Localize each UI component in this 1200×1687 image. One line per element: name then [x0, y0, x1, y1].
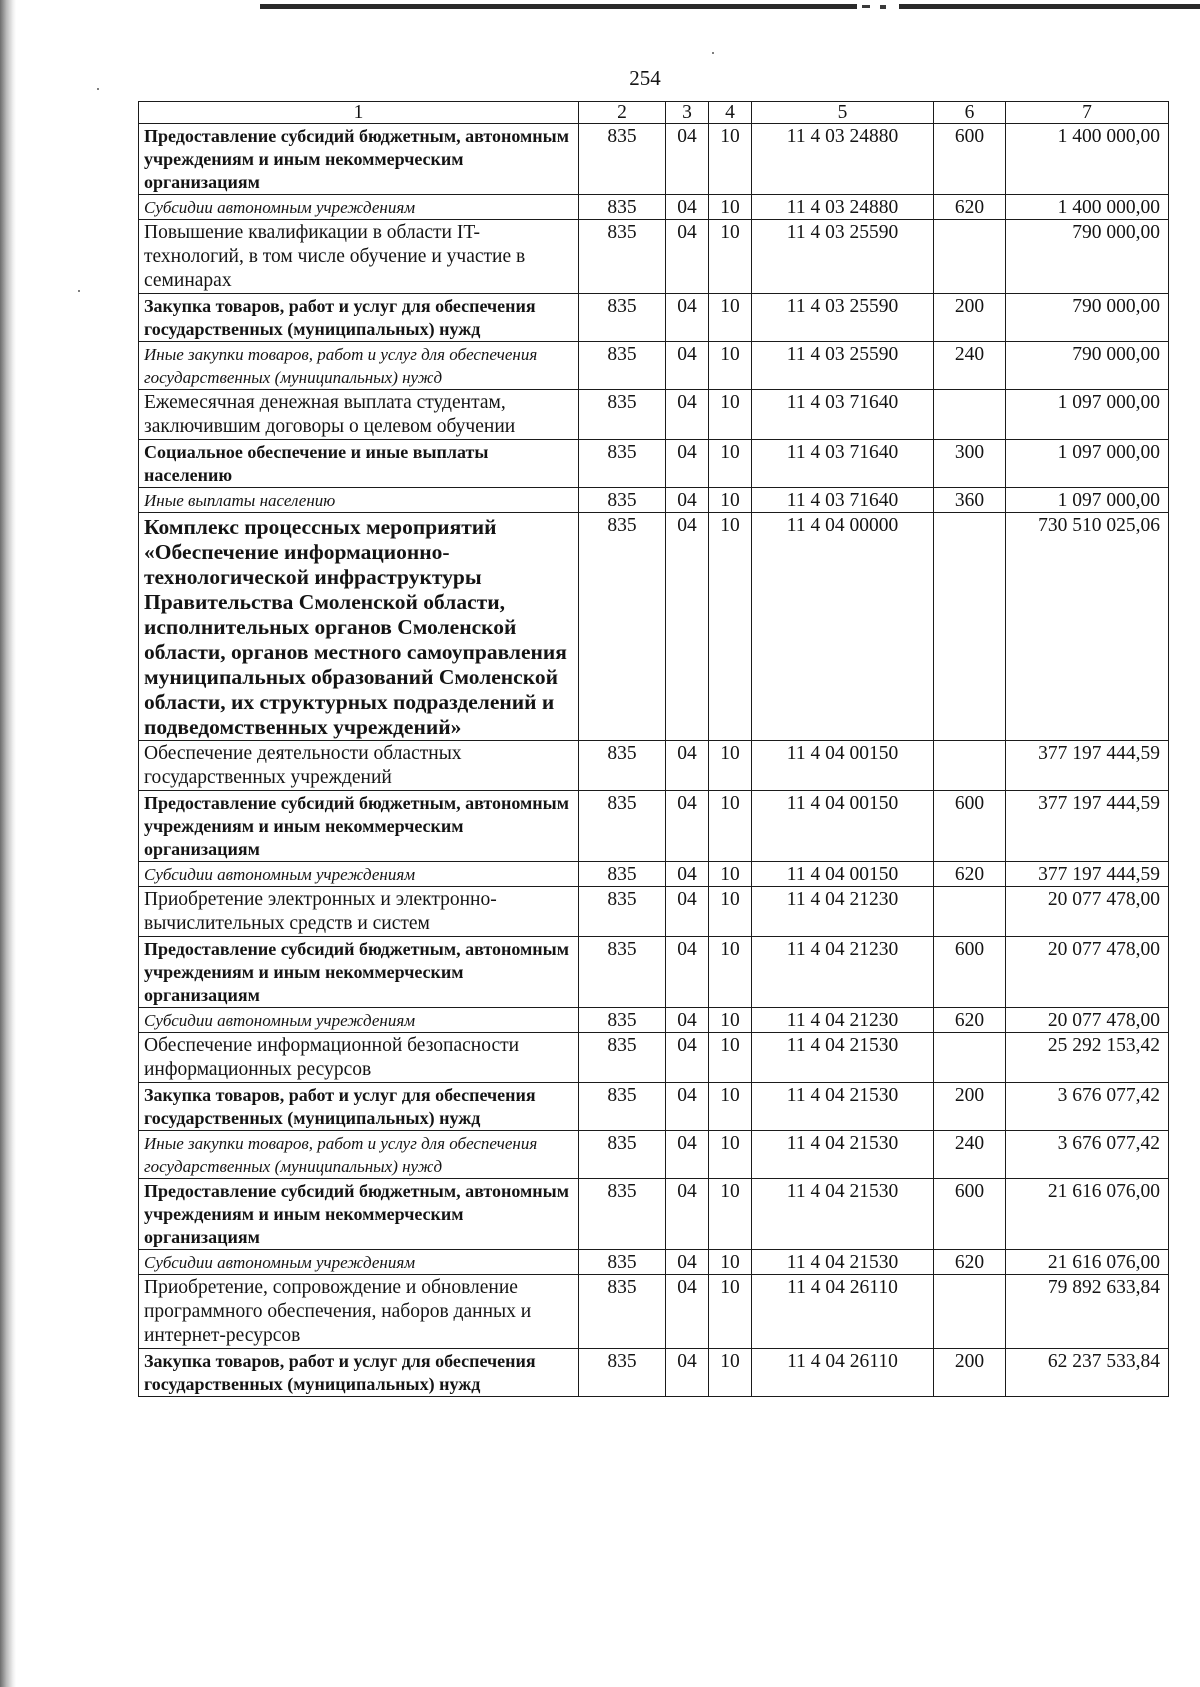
expense-type-cell: 600	[934, 1179, 1006, 1250]
subsection-cell: 10	[709, 342, 752, 390]
item-name-cell: Повышение квалификации в области IT-технологий, в том числе обучение и участие в семинарах	[139, 220, 579, 294]
amount-cell: 21 616 076,00	[1006, 1179, 1169, 1250]
expense-type-cell: 200	[934, 1083, 1006, 1131]
scan-speck	[97, 88, 99, 90]
amount-cell: 1 097 000,00	[1006, 390, 1169, 440]
table-row	[139, 220, 1169, 294]
table-row	[139, 488, 1169, 513]
admin-code-cell: 835	[579, 741, 666, 791]
header-cell: 6	[934, 102, 1006, 124]
section-cell: 04	[666, 294, 709, 342]
target-article-cell: 11 4 04 00150	[752, 791, 934, 862]
amount-cell: 3 676 077,42	[1006, 1083, 1169, 1131]
header-cell: 3	[666, 102, 709, 124]
section-cell: 04	[666, 1250, 709, 1275]
admin-code-cell: 835	[579, 342, 666, 390]
target-article-cell: 11 4 03 71640	[752, 440, 934, 488]
subsection-cell: 10	[709, 791, 752, 862]
scan-speck	[78, 290, 80, 292]
subsection-cell: 10	[709, 294, 752, 342]
section-cell: 04	[666, 390, 709, 440]
target-article-cell: 11 4 03 71640	[752, 390, 934, 440]
table-row	[139, 124, 1169, 195]
amount-cell: 730 510 025,06	[1006, 513, 1169, 741]
target-article-cell: 11 4 03 24880	[752, 124, 934, 195]
admin-code-cell: 835	[579, 1349, 666, 1397]
item-name-cell: Предоставление субсидий бюджетным, автономным учреждениям и иным некоммерческим организациям	[139, 937, 579, 1008]
subsection-cell: 10	[709, 937, 752, 1008]
amount-cell: 62 237 533,84	[1006, 1349, 1169, 1397]
section-cell: 04	[666, 791, 709, 862]
expense-type-cell	[934, 741, 1006, 791]
expense-type-cell	[934, 220, 1006, 294]
section-cell: 04	[666, 1083, 709, 1131]
amount-cell: 377 197 444,59	[1006, 862, 1169, 887]
target-article-cell: 11 4 04 26110	[752, 1275, 934, 1349]
admin-code-cell: 835	[579, 887, 666, 937]
section-cell: 04	[666, 1033, 709, 1083]
expense-type-cell: 620	[934, 1250, 1006, 1275]
admin-code-cell: 835	[579, 1033, 666, 1083]
header-cell: 1	[139, 102, 579, 124]
item-name-cell: Ежемесячная денежная выплата студентам, заключившим договоры о целевом обучении	[139, 390, 579, 440]
admin-code-cell: 835	[579, 1083, 666, 1131]
amount-cell: 1 400 000,00	[1006, 124, 1169, 195]
item-name-cell: Обеспечение деятельности областных государственных учреждений	[139, 741, 579, 791]
section-cell: 04	[666, 1349, 709, 1397]
section-cell: 04	[666, 1131, 709, 1179]
subsection-cell: 10	[709, 390, 752, 440]
target-article-cell: 11 4 03 71640	[752, 488, 934, 513]
target-article-cell: 11 4 04 21230	[752, 937, 934, 1008]
expense-type-cell: 300	[934, 440, 1006, 488]
admin-code-cell: 835	[579, 1131, 666, 1179]
subsection-cell: 10	[709, 1179, 752, 1250]
admin-code-cell: 835	[579, 791, 666, 862]
admin-code-cell: 835	[579, 1275, 666, 1349]
admin-code-cell: 835	[579, 1250, 666, 1275]
table-row	[139, 390, 1169, 440]
item-name-cell: Иные закупки товаров, работ и услуг для обеспечения государственных (муниципальных) нужд	[139, 342, 579, 390]
section-cell: 04	[666, 440, 709, 488]
expense-type-cell: 360	[934, 488, 1006, 513]
admin-code-cell: 835	[579, 937, 666, 1008]
amount-cell: 790 000,00	[1006, 342, 1169, 390]
subsection-cell: 10	[709, 488, 752, 513]
target-article-cell: 11 4 04 26110	[752, 1349, 934, 1397]
section-cell: 04	[666, 1179, 709, 1250]
table-row	[139, 1275, 1169, 1349]
subsection-cell: 10	[709, 862, 752, 887]
expense-type-cell	[934, 887, 1006, 937]
subsection-cell: 10	[709, 1008, 752, 1033]
target-article-cell: 11 4 04 00150	[752, 862, 934, 887]
section-cell: 04	[666, 342, 709, 390]
section-cell: 04	[666, 124, 709, 195]
admin-code-cell: 835	[579, 124, 666, 195]
expense-type-cell: 600	[934, 791, 1006, 862]
subsection-cell: 10	[709, 887, 752, 937]
table-body	[139, 102, 1169, 1397]
header-cell: 2	[579, 102, 666, 124]
admin-code-cell: 835	[579, 513, 666, 741]
table-header-row	[139, 102, 1169, 124]
target-article-cell: 11 4 04 00150	[752, 741, 934, 791]
table-row	[139, 937, 1169, 1008]
subsection-cell: 10	[709, 195, 752, 220]
section-cell: 04	[666, 1275, 709, 1349]
target-article-cell: 11 4 04 21230	[752, 887, 934, 937]
admin-code-cell: 835	[579, 1008, 666, 1033]
item-name-cell: Приобретение, сопровождение и обновление программного обеспечения, наборов данных и интернет-ресурсов	[139, 1275, 579, 1349]
subsection-cell: 10	[709, 741, 752, 791]
expense-type-cell	[934, 1275, 1006, 1349]
scan-edge-left	[0, 0, 16, 1687]
amount-cell: 1 097 000,00	[1006, 440, 1169, 488]
budget-table	[138, 101, 1169, 1397]
target-article-cell: 11 4 04 21530	[752, 1250, 934, 1275]
section-cell: 04	[666, 195, 709, 220]
target-article-cell: 11 4 03 25590	[752, 220, 934, 294]
item-name-cell: Предоставление субсидий бюджетным, автономным учреждениям и иным некоммерческим организациям	[139, 791, 579, 862]
table-row	[139, 1131, 1169, 1179]
scan-mark	[880, 5, 886, 9]
subsection-cell: 10	[709, 1033, 752, 1083]
item-name-cell: Приобретение электронных и электронно-вычислительных средств и систем	[139, 887, 579, 937]
item-name-cell: Субсидии автономным учреждениям	[139, 195, 579, 220]
amount-cell: 790 000,00	[1006, 220, 1169, 294]
table-row	[139, 294, 1169, 342]
item-name-cell: Закупка товаров, работ и услуг для обеспечения государственных (муниципальных) нужд	[139, 1083, 579, 1131]
item-name-cell: Субсидии автономным учреждениям	[139, 1250, 579, 1275]
expense-type-cell	[934, 390, 1006, 440]
scan-mark	[862, 5, 870, 8]
target-article-cell: 11 4 04 00000	[752, 513, 934, 741]
target-article-cell: 11 4 04 21530	[752, 1033, 934, 1083]
target-article-cell: 11 4 03 25590	[752, 294, 934, 342]
table-row	[139, 1008, 1169, 1033]
amount-cell: 79 892 633,84	[1006, 1275, 1169, 1349]
item-name-cell: Субсидии автономным учреждениям	[139, 862, 579, 887]
amount-cell: 1 400 000,00	[1006, 195, 1169, 220]
item-name-cell: Закупка товаров, работ и услуг для обеспечения государственных (муниципальных) нужд	[139, 1349, 579, 1397]
subsection-cell: 10	[709, 220, 752, 294]
section-cell: 04	[666, 513, 709, 741]
table-row	[139, 862, 1169, 887]
admin-code-cell: 835	[579, 440, 666, 488]
amount-cell: 25 292 153,42	[1006, 1033, 1169, 1083]
table-row	[139, 1033, 1169, 1083]
amount-cell: 377 197 444,59	[1006, 741, 1169, 791]
amount-cell: 1 097 000,00	[1006, 488, 1169, 513]
subsection-cell: 10	[709, 124, 752, 195]
section-cell: 04	[666, 220, 709, 294]
amount-cell: 790 000,00	[1006, 294, 1169, 342]
amount-cell: 3 676 077,42	[1006, 1131, 1169, 1179]
subsection-cell: 10	[709, 1250, 752, 1275]
item-name-cell: Иные выплаты населению	[139, 488, 579, 513]
scan-speck	[712, 52, 714, 54]
item-name-cell: Предоставление субсидий бюджетным, автономным учреждениям и иным некоммерческим организациям	[139, 1179, 579, 1250]
admin-code-cell: 835	[579, 390, 666, 440]
admin-code-cell: 835	[579, 862, 666, 887]
header-cell: 5	[752, 102, 934, 124]
target-article-cell: 11 4 04 21230	[752, 1008, 934, 1033]
expense-type-cell: 240	[934, 1131, 1006, 1179]
item-name-cell: Обеспечение информационной безопасности информационных ресурсов	[139, 1033, 579, 1083]
section-cell: 04	[666, 887, 709, 937]
expense-type-cell: 200	[934, 294, 1006, 342]
admin-code-cell: 835	[579, 195, 666, 220]
expense-type-cell: 600	[934, 937, 1006, 1008]
amount-cell: 20 077 478,00	[1006, 937, 1169, 1008]
expense-type-cell	[934, 1033, 1006, 1083]
amount-cell: 377 197 444,59	[1006, 791, 1169, 862]
amount-cell: 20 077 478,00	[1006, 1008, 1169, 1033]
amount-cell: 20 077 478,00	[1006, 887, 1169, 937]
table-row	[139, 440, 1169, 488]
admin-code-cell: 835	[579, 488, 666, 513]
table-row	[139, 1179, 1169, 1250]
expense-type-cell: 620	[934, 862, 1006, 887]
table-row	[139, 741, 1169, 791]
target-article-cell: 11 4 03 24880	[752, 195, 934, 220]
target-article-cell: 11 4 04 21530	[752, 1179, 934, 1250]
subsection-cell: 10	[709, 1349, 752, 1397]
expense-type-cell	[934, 513, 1006, 741]
subsection-cell: 10	[709, 1275, 752, 1349]
target-article-cell: 11 4 04 21530	[752, 1083, 934, 1131]
section-cell: 04	[666, 1008, 709, 1033]
admin-code-cell: 835	[579, 1179, 666, 1250]
item-name-cell: Предоставление субсидий бюджетным, автономным учреждениям и иным некоммерческим организациям	[139, 124, 579, 195]
table-row	[139, 887, 1169, 937]
expense-type-cell: 240	[934, 342, 1006, 390]
item-name-cell: Субсидии автономным учреждениям	[139, 1008, 579, 1033]
table-row	[139, 1349, 1169, 1397]
subsection-cell: 10	[709, 1083, 752, 1131]
table-row	[139, 1083, 1169, 1131]
admin-code-cell: 835	[579, 220, 666, 294]
target-article-cell: 11 4 04 21530	[752, 1131, 934, 1179]
section-cell: 04	[666, 741, 709, 791]
header-cell: 4	[709, 102, 752, 124]
table-row	[139, 513, 1169, 741]
table-row	[139, 791, 1169, 862]
item-name-cell: Комплекс процессных мероприятий «Обеспечение информационно-технологической инфраструктуры Правительства Смоленской области, исполнительных органов Смоленской области, органов местного самоуправления муниципальных образований Смоленской области, их структурных подразделений и подведомственных учреждений»	[139, 513, 579, 741]
section-cell: 04	[666, 862, 709, 887]
target-article-cell: 11 4 03 25590	[752, 342, 934, 390]
table-row	[139, 342, 1169, 390]
expense-type-cell: 600	[934, 124, 1006, 195]
header-cell: 7	[1006, 102, 1169, 124]
amount-cell: 21 616 076,00	[1006, 1250, 1169, 1275]
subsection-cell: 10	[709, 1131, 752, 1179]
item-name-cell: Закупка товаров, работ и услуг для обеспечения государственных (муниципальных) нужд	[139, 294, 579, 342]
section-cell: 04	[666, 488, 709, 513]
page-number: 254	[629, 66, 661, 90]
expense-type-cell: 200	[934, 1349, 1006, 1397]
expense-type-cell: 620	[934, 1008, 1006, 1033]
subsection-cell: 10	[709, 440, 752, 488]
admin-code-cell: 835	[579, 294, 666, 342]
section-cell: 04	[666, 937, 709, 1008]
table-row	[139, 195, 1169, 220]
table-row	[139, 1250, 1169, 1275]
subsection-cell: 10	[709, 513, 752, 741]
expense-type-cell: 620	[934, 195, 1006, 220]
item-name-cell: Иные закупки товаров, работ и услуг для обеспечения государственных (муниципальных) нужд	[139, 1131, 579, 1179]
scan-edge-top	[260, 4, 1200, 9]
item-name-cell: Социальное обеспечение и иные выплаты населению	[139, 440, 579, 488]
